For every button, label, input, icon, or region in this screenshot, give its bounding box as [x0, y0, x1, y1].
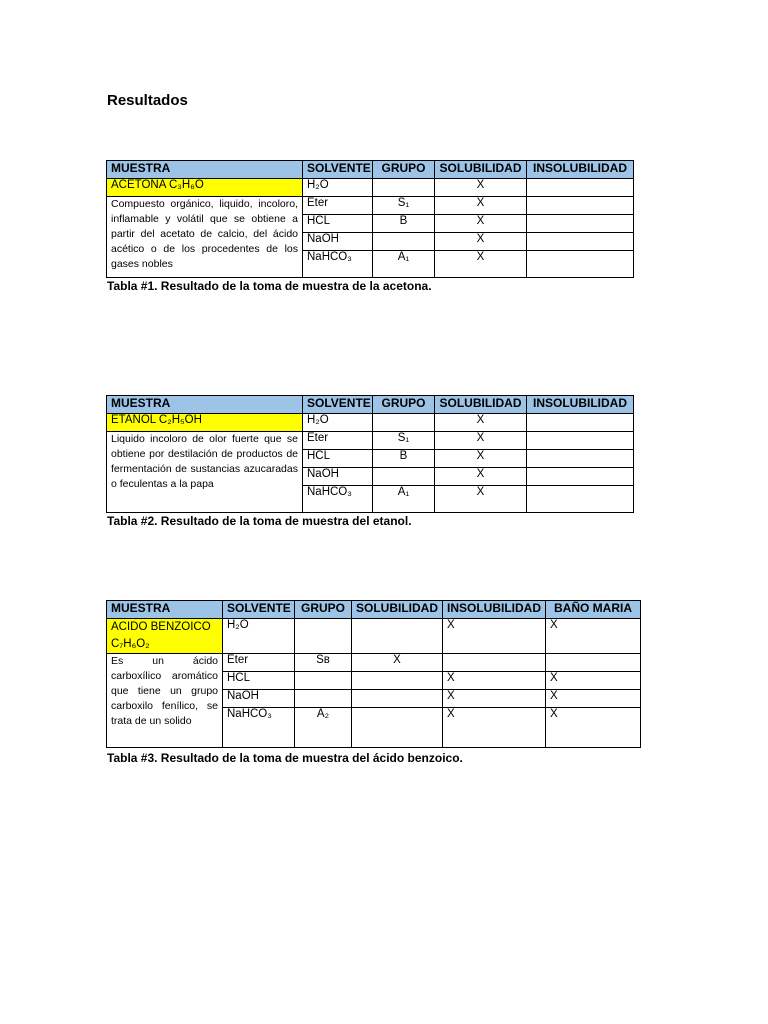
sample-description: Compuesto orgánico, liquido, incoloro, inflamable y volátil que se obtiene a partir del acetato de calcio, del ácido acético o de los procedentes de los gases nobles — [107, 197, 303, 278]
grupo-cell — [295, 690, 352, 708]
page-title: Resultados — [107, 92, 188, 109]
insolubilidad-cell — [527, 450, 634, 468]
table-row — [107, 654, 641, 672]
header-grupo: GRUPO — [373, 396, 435, 414]
results-table-acetona — [106, 160, 634, 278]
header-insolubilidad: INSOLUBILIDAD — [527, 396, 634, 414]
solubilidad-cell — [352, 690, 443, 708]
solubilidad-cell: X — [435, 468, 527, 486]
insolubilidad-cell — [527, 414, 634, 432]
results-table-acido-benzoico — [106, 600, 641, 748]
solvente-cell: NaOH — [303, 233, 373, 251]
table-header-row — [107, 161, 634, 179]
solvente-cell: Éter — [303, 432, 373, 450]
insolubilidad-cell — [527, 432, 634, 450]
solubilidad-cell: X — [435, 233, 527, 251]
insolubilidad-cell: X — [443, 708, 546, 748]
grupo-cell: B — [373, 215, 435, 233]
header-solvente: SOLVENTE — [223, 601, 295, 619]
bano-maria-cell: X — [546, 672, 641, 690]
sample-description: Es un ácido carboxílico aromático que tiene un grupo carboxilo fenílico, se trata de un solido — [107, 654, 223, 748]
solubilidad-cell — [352, 619, 443, 654]
solvente-cell: NaOH — [223, 690, 295, 708]
solvente-cell: NaHCO₃ — [223, 708, 295, 748]
table-row — [107, 619, 641, 654]
header-grupo: GRUPO — [373, 161, 435, 179]
grupo-cell: Sʙ — [295, 654, 352, 672]
table-row — [107, 414, 634, 432]
sample-description: Liquido incoloro de olor fuerte que se obtiene por destilación de productos de fermentación de sustancias azucaradas o feculentas a la papa — [107, 432, 303, 513]
table-caption: Tabla #1. Resultado de la toma de muestra de la acetona. — [107, 279, 432, 293]
header-solubilidad: SOLUBILIDAD — [435, 161, 527, 179]
solubilidad-cell: X — [435, 450, 527, 468]
header-bano-maria: BAÑO MARIA — [546, 601, 641, 619]
header-grupo: GRUPO — [295, 601, 352, 619]
solvente-cell: HCL — [303, 215, 373, 233]
insolubilidad-cell: X — [443, 619, 546, 654]
solvente-cell: Éter — [303, 197, 373, 215]
header-solubilidad: SOLUBILIDAD — [352, 601, 443, 619]
insolubilidad-cell: X — [443, 690, 546, 708]
table-row — [107, 197, 634, 215]
header-muestra: MUESTRA — [107, 161, 303, 179]
grupo-cell — [373, 468, 435, 486]
sample-name: ACETONA C₃H₆O — [107, 179, 303, 197]
solubilidad-cell: X — [435, 251, 527, 278]
grupo-cell: A₁ — [373, 251, 435, 278]
grupo-cell — [295, 619, 352, 654]
solubilidad-cell: X — [352, 654, 443, 672]
solubilidad-cell: X — [435, 179, 527, 197]
table-row — [107, 432, 634, 450]
grupo-cell — [373, 179, 435, 197]
insolubilidad-cell — [527, 197, 634, 215]
header-solvente: SOLVENTE — [303, 396, 373, 414]
header-muestra: MUESTRA — [107, 396, 303, 414]
solubilidad-cell: X — [435, 486, 527, 513]
insolubilidad-cell — [527, 215, 634, 233]
header-solubilidad: SOLUBILIDAD — [435, 396, 527, 414]
header-insolubilidad: INSOLUBILIDAD — [443, 601, 546, 619]
bano-maria-cell — [546, 654, 641, 672]
grupo-cell: A₁ — [373, 486, 435, 513]
solubilidad-cell: X — [435, 215, 527, 233]
table-row — [107, 179, 634, 197]
insolubilidad-cell: X — [443, 672, 546, 690]
grupo-cell — [373, 414, 435, 432]
solvente-cell: H₂O — [303, 179, 373, 197]
solubilidad-cell: X — [435, 414, 527, 432]
grupo-cell: B — [373, 450, 435, 468]
grupo-cell — [295, 672, 352, 690]
solvente-cell: NaOH — [303, 468, 373, 486]
sample-name: ETANOL C₂H₅OH — [107, 414, 303, 432]
grupo-cell: A₂ — [295, 708, 352, 748]
solvente-cell: HCL — [303, 450, 373, 468]
solubilidad-cell — [352, 672, 443, 690]
sample-name: ACIDO BENZOICO C₇H₆O₂ — [107, 619, 223, 654]
table-header-row — [107, 396, 634, 414]
bano-maria-cell: X — [546, 690, 641, 708]
solubilidad-cell: X — [435, 432, 527, 450]
table-header-row — [107, 601, 641, 619]
solvente-cell: Éter — [223, 654, 295, 672]
insolubilidad-cell — [527, 251, 634, 278]
insolubilidad-cell — [527, 179, 634, 197]
grupo-cell — [373, 233, 435, 251]
header-solvente: SOLVENTE — [303, 161, 373, 179]
solvente-cell: H₂O — [303, 414, 373, 432]
header-muestra: MUESTRA — [107, 601, 223, 619]
solvente-cell: H₂O — [223, 619, 295, 654]
solvente-cell: HCL — [223, 672, 295, 690]
grupo-cell: S₁ — [373, 197, 435, 215]
table-caption: Tabla #2. Resultado de la toma de muestra del etanol. — [107, 514, 412, 528]
bano-maria-cell: X — [546, 708, 641, 748]
solubilidad-cell: X — [435, 197, 527, 215]
solvente-cell: NaHCO₃ — [303, 486, 373, 513]
table-caption: Tabla #3. Resultado de la toma de muestra del ácido benzoico. — [107, 751, 463, 765]
insolubilidad-cell — [527, 486, 634, 513]
insolubilidad-cell — [527, 468, 634, 486]
insolubilidad-cell — [443, 654, 546, 672]
bano-maria-cell: X — [546, 619, 641, 654]
solvente-cell: NaHCO₃ — [303, 251, 373, 278]
header-insolubilidad: INSOLUBILIDAD — [527, 161, 634, 179]
results-table-etanol — [106, 395, 634, 513]
grupo-cell: S₁ — [373, 432, 435, 450]
insolubilidad-cell — [527, 233, 634, 251]
solubilidad-cell — [352, 708, 443, 748]
